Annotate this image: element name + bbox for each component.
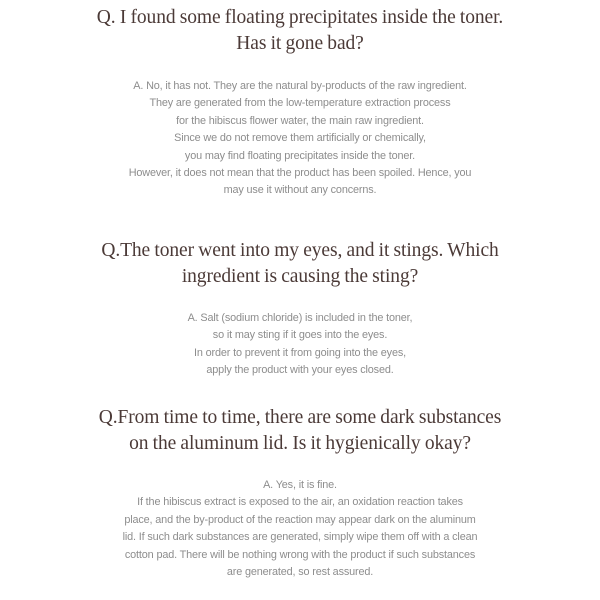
- faq-question-1: [85, 5, 515, 57]
- faq-question-line: Q. I found some floating precipitates inside the toner.: [96, 7, 504, 28]
- faq-answer-line: A. No, it has not. They are the natural by-products of the raw ingredient.: [133, 80, 467, 92]
- faq-answer-line: you may find floating precipitates inside the toner.: [184, 149, 416, 162]
- faq-answer-line: so it may sting if it goes into the eyes.: [212, 329, 388, 342]
- faq-answer-line: A. Yes, it is fine.: [263, 479, 337, 491]
- faq-answer-2: [58, 310, 543, 380]
- faq-answer-line: are generated, so rest assured.: [226, 566, 374, 579]
- faq-block-3: [0, 405, 600, 581]
- faq-question-line: Q.The toner went into my eyes, and it stings. Which: [101, 240, 499, 261]
- faq-answer-line: In order to prevent it from going into the eyes,: [193, 346, 406, 359]
- faq-question-2: [85, 238, 515, 290]
- faq-answer-line: place, and the by-product of the reaction may appear dark on the aluminum: [124, 513, 476, 526]
- faq-answer-line: apply the product with your eyes closed.: [206, 364, 394, 377]
- faq-answer-line: A. Salt (sodium chloride) is included in the toner,: [187, 312, 413, 324]
- faq-answer-3: [58, 477, 543, 581]
- faq-answer-line: lid. If such dark substances are generated, simply wipe them off with a clean: [122, 531, 478, 544]
- faq-question-line: on the aluminum lid. Is it hygienically okay?: [129, 433, 471, 454]
- faq-answer-line: If the hibiscus extract is exposed to the air, an oxidation reaction takes: [137, 496, 463, 509]
- faq-answer-line: They are generated from the low-temperature extraction process: [149, 97, 451, 110]
- faq-question-line: Has it gone bad?: [236, 33, 364, 54]
- faq-block-1: [0, 5, 600, 200]
- faq-answer-line: cotton pad. There will be nothing wrong with the product if such substances: [124, 548, 476, 561]
- faq-answer-line: may use it without any concerns.: [223, 184, 377, 197]
- faq-answer-line: However, it does not mean that the product has been spoiled. Hence, you: [128, 167, 472, 180]
- faq-answer-line: for the hibiscus flower water, the main raw ingredient.: [176, 114, 424, 127]
- faq-question-3: [85, 405, 515, 457]
- faq-answer-line: Since we do not remove them artificially or chemically,: [174, 132, 426, 145]
- faq-block-2: [0, 238, 600, 380]
- faq-question-line: Q.From time to time, there are some dark substances: [98, 407, 502, 428]
- faq-question-line: ingredient is causing the sting?: [181, 266, 419, 287]
- faq-answer-1: [58, 78, 543, 200]
